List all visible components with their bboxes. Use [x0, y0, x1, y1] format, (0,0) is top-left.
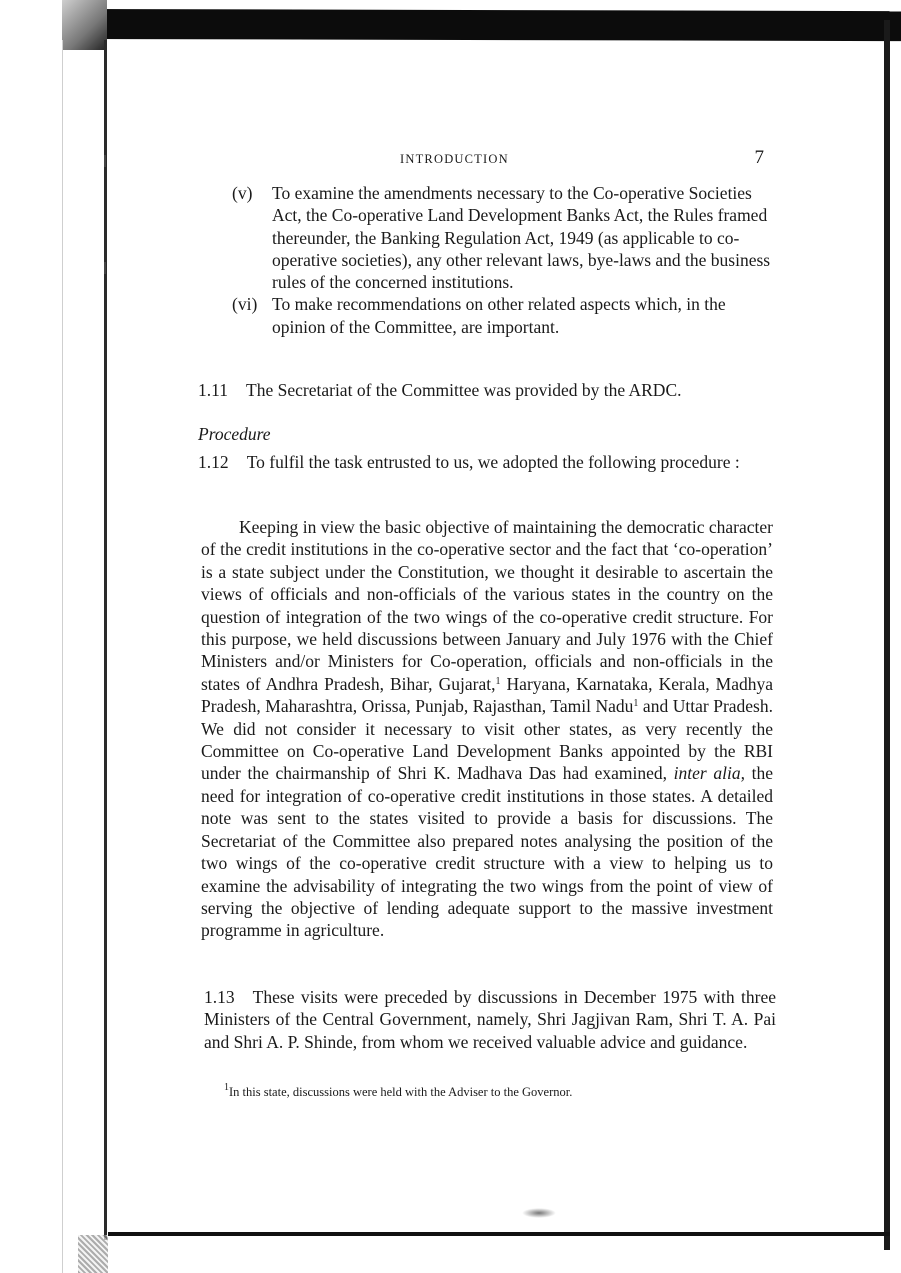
paragraph-number: 1.12	[198, 452, 229, 472]
scan-border-right	[884, 20, 890, 1250]
scan-smudge	[522, 1208, 556, 1218]
paragraph-text: These visits were preceded by discussions in December 1975 with three Ministers of the Central Government, namely, Shri Jagjivan Ram, Shri T. A. Pai and Shri A. P. Shinde, from whom we received valuable advice and guidance.	[204, 987, 776, 1052]
paragraph-text: Haryana, Karnataka, Kerala, Madhya Pradesh, Maharashtra, Orissa, Punjab, Rajasthan, Tamil Nadu	[201, 673, 773, 717]
paragraph-procedure-body	[201, 516, 773, 942]
list-item	[232, 182, 772, 293]
italic-phrase: inter alia,	[673, 763, 745, 784]
paragraph-text: and Uttar Pradesh. We did not consider it necessary to visit other states, as very recently the Committee on Co-operative Land Development Banks appointed by the RBI under the chairmanship of Shri K. Madhava Das had examined,	[201, 696, 773, 784]
scan-corner-bottom-left	[78, 1235, 108, 1273]
paragraph-text: The Secretariat of the Committee was provided by the ARDC.	[246, 380, 682, 400]
paragraph-1-11	[198, 379, 770, 401]
paragraph-1-13	[204, 986, 776, 1053]
scan-corner-top-left	[62, 0, 107, 50]
scan-border-bottom	[108, 1232, 890, 1236]
list-item-text: To examine the amendments necessary to the Co-operative Societies Act, the Co-operative Land Development Banks Act, the Rules framed thereunder, the Banking Regulation Act, 1949 (as applicable to co-operative societies), any other relevant laws, bye-laws and the business rules of the concerned institutions.	[272, 183, 771, 293]
list-item-number: (v)	[232, 183, 253, 203]
page-header	[200, 147, 770, 174]
list-item-text: To make recommendations on other related aspects which, in the opinion of the Committee, are important.	[272, 294, 726, 337]
terms-list	[232, 182, 772, 338]
margin-mark	[104, 155, 106, 167]
paragraph-text: Keeping in view the basic objective of maintaining the democratic character of the credit institutions in the co-operative sector and the fact that ‘co-operation’ is a state subject under the Constitution, we thought it desirable to ascertain the views of officials and non-officials of the various states in the country on the question of integration of the two wings of the co-operative credit structure. For this purpose, we held discussions between January and July 1976 with the Chief Ministers and/or Ministers for Co-operation, officials and non-officials in the states of Andhra Pradesh, Bihar, Gujarat,	[201, 517, 773, 694]
paragraph-number: 1.13	[204, 987, 235, 1007]
scan-border-left-outer	[62, 40, 63, 1273]
footnote-marker: 1	[495, 675, 501, 687]
footnote-text: In this state, discussions were held with the Adviser to the Governor.	[229, 1085, 573, 1099]
running-head: INTRODUCTION	[400, 152, 509, 166]
section-heading: Procedure	[198, 424, 271, 444]
list-item-number: (vi)	[232, 294, 258, 315]
paragraph-text: To fulfil the task entrusted to us, we adopted the following procedure :	[246, 452, 740, 472]
margin-mark	[104, 262, 106, 274]
footnote	[224, 1082, 784, 1100]
footnote-marker: 1	[633, 698, 639, 710]
list-item	[232, 293, 772, 338]
paragraph-text: the need for integration of co-operative credit institutions in those states. A detailed note was sent to the states visited to provide a basis for discussions. The Secretariat of the Committee also prepared notes analysing the position of the two wings of the co-operative credit structure with a view to helping us to examine the advisability of integrating the two wings from the point of view of serving the objective of lending adequate support to the massive investment programme in agriculture.	[201, 763, 773, 941]
paragraph-1-12	[198, 451, 770, 473]
footnote-marker: 1	[224, 1082, 229, 1093]
paragraph-number: 1.11	[198, 380, 228, 400]
scan-border-left	[104, 40, 107, 1240]
scan-border-top	[62, 9, 901, 41]
page-number: 7	[754, 147, 764, 168]
